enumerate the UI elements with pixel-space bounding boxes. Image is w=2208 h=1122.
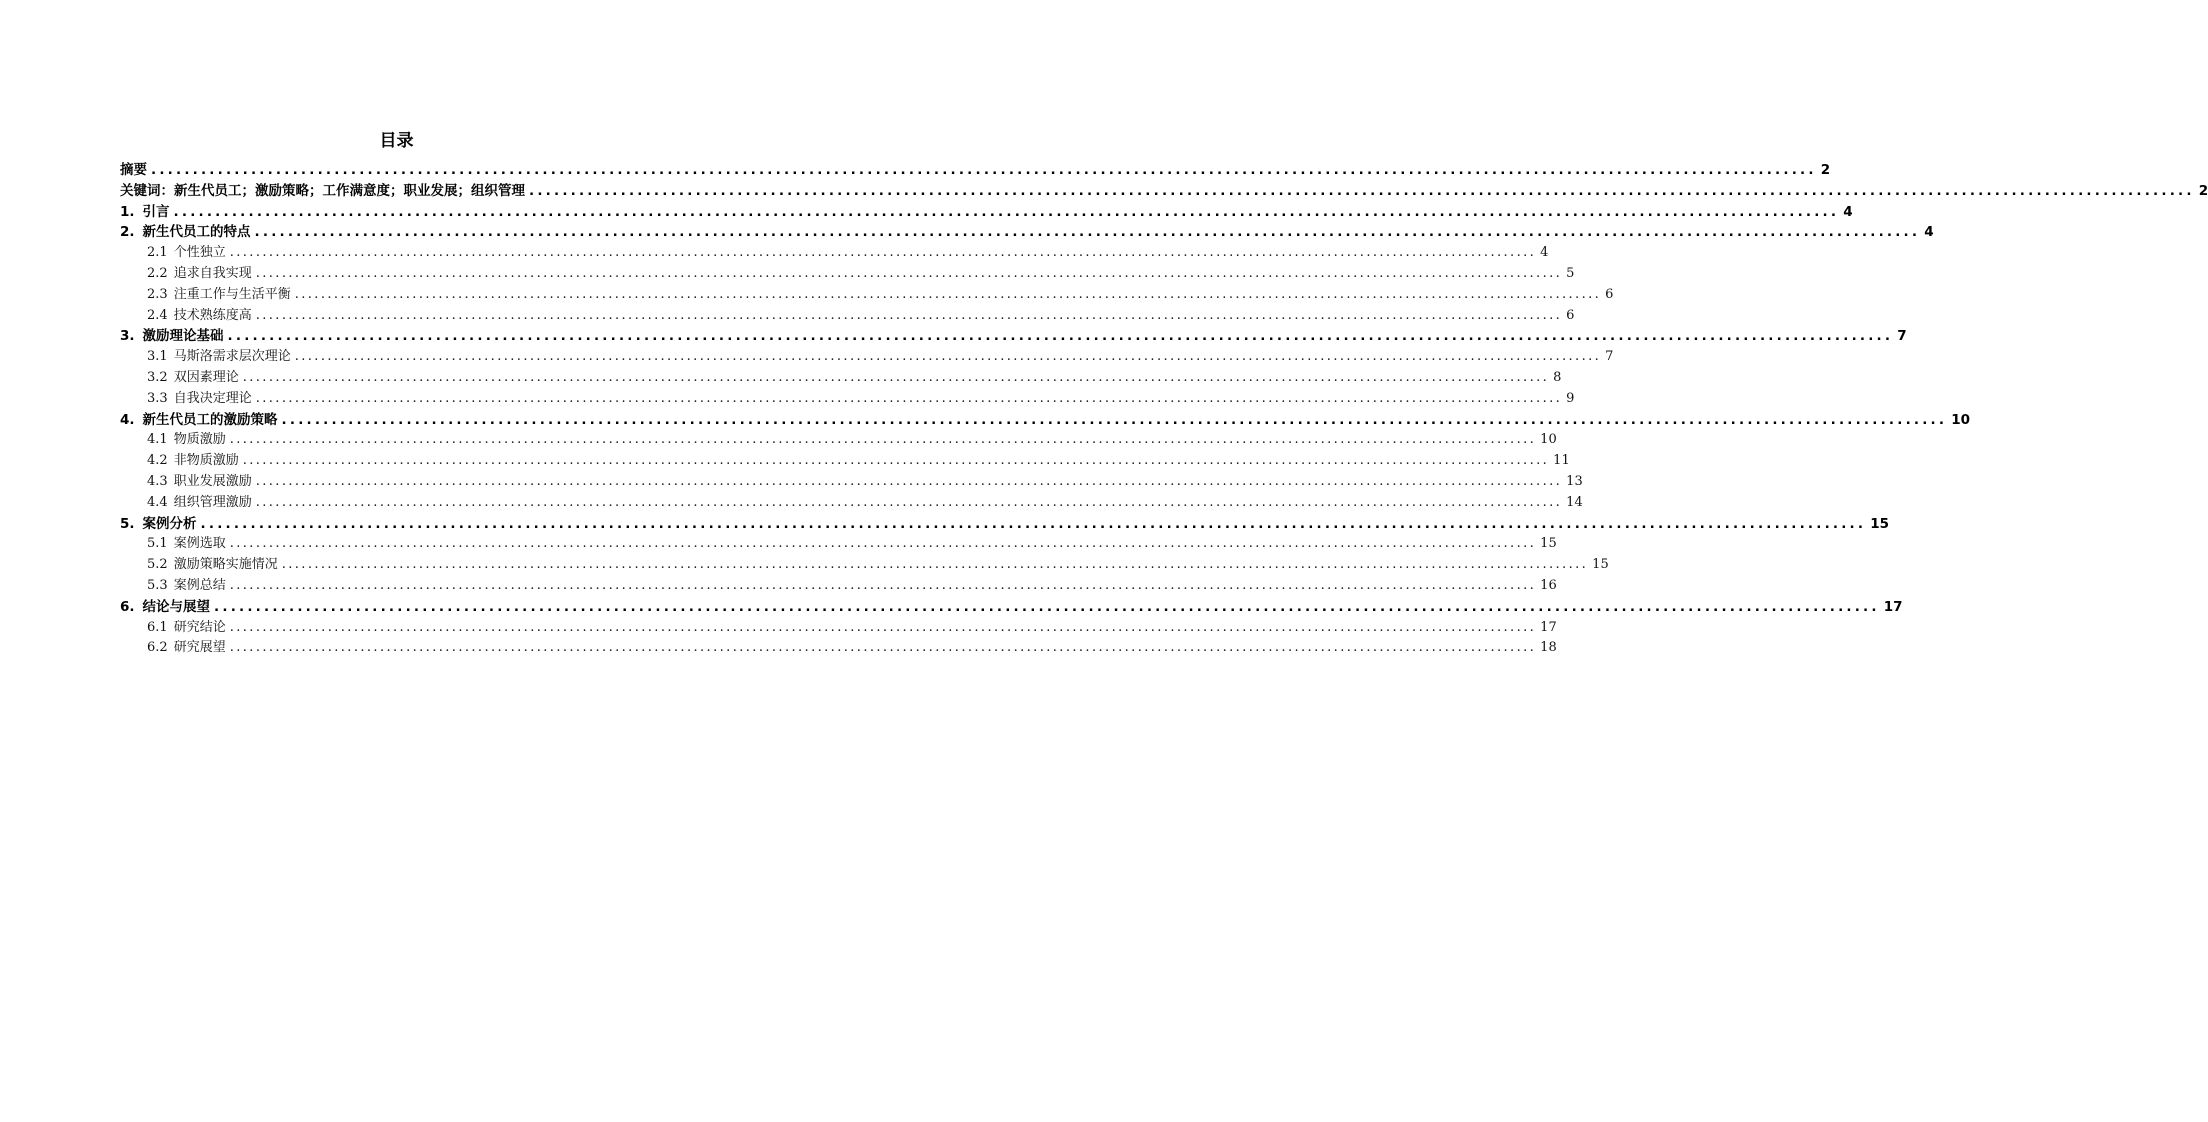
toc-dot-leader: ........................................................................................................................................................................................................ bbox=[151, 162, 1817, 178]
toc-dot-leader: ........................................................................................................................................................................................................ bbox=[255, 494, 1563, 510]
toc-entry-title: 关键词：新生代员工；激励策略；工作满意度；职业发展；组织管理 bbox=[120, 182, 525, 199]
toc-page-number: 4 bbox=[1843, 203, 1853, 220]
toc-dot-leader: ........................................................................................................................................................................................................ bbox=[255, 265, 1563, 281]
toc-entry-title: 双因素理论 bbox=[173, 369, 239, 385]
toc-dot-leader: ........................................................................................................................................................................................................ bbox=[255, 390, 1563, 406]
toc-entry-subsection[interactable] bbox=[120, 347, 1614, 368]
toc-dot-leader: ........................................................................................................................................................................................................ bbox=[294, 349, 1602, 365]
toc-page-number: 10 bbox=[1951, 411, 1971, 428]
toc-entry-number: 4. bbox=[120, 411, 135, 428]
toc-entry-section[interactable] bbox=[120, 410, 1971, 431]
toc-entry-title: 技术熟练度高 bbox=[173, 307, 252, 323]
toc-entry-subsection[interactable] bbox=[120, 264, 1575, 285]
toc-entry-subsection[interactable] bbox=[120, 618, 1557, 639]
toc-entry-subsection[interactable] bbox=[120, 534, 1557, 555]
toc-entry-number: 6.1 bbox=[147, 619, 168, 635]
toc-entry-title: 结论与展望 bbox=[142, 598, 211, 615]
toc-entry-number: 3.1 bbox=[147, 349, 168, 365]
toc-entry-number: 4.1 bbox=[147, 432, 168, 448]
toc-page-number: 15 bbox=[1592, 557, 1609, 573]
toc-dot-leader: ........................................................................................................................................................................................................ bbox=[255, 307, 1563, 323]
toc-entry-number: 5.2 bbox=[147, 557, 168, 573]
toc-page-number: 14 bbox=[1566, 494, 1583, 510]
toc-entry-number: 5.3 bbox=[147, 577, 168, 593]
toc-dot-leader: ........................................................................................................................................................................................................ bbox=[281, 411, 1948, 428]
toc-page-number: 2 bbox=[2198, 182, 2208, 199]
toc-entry-number: 2.3 bbox=[147, 286, 168, 302]
toc-entry-title: 引言 bbox=[142, 203, 170, 220]
toc-page-number: 17 bbox=[1540, 619, 1557, 635]
toc-entry-title: 研究结论 bbox=[173, 619, 226, 635]
toc-entry-title: 激励策略实施情况 bbox=[173, 557, 278, 573]
toc-entry-subsection[interactable] bbox=[120, 389, 1575, 410]
toc-entry-number: 2.4 bbox=[147, 307, 168, 323]
toc-entry-title: 激励理论基础 bbox=[142, 328, 224, 345]
toc-entry-title: 研究展望 bbox=[173, 640, 226, 656]
toc-entry-subsection[interactable] bbox=[120, 451, 1570, 472]
toc-dot-leader: ........................................................................................................................................................................................................ bbox=[242, 369, 1550, 385]
toc-page-number: 13 bbox=[1566, 473, 1583, 489]
toc-entry-title: 马斯洛需求层次理论 bbox=[173, 349, 291, 365]
toc-entry-title: 个性独立 bbox=[173, 245, 226, 261]
toc-dot-leader: ........................................................................................................................................................................................................ bbox=[214, 598, 1880, 615]
toc-page-number: 6 bbox=[1566, 307, 1575, 323]
toc-page-number: 4 bbox=[1924, 224, 1934, 241]
toc-entry-number: 5. bbox=[120, 515, 135, 532]
toc-entry-title: 组织管理激励 bbox=[173, 494, 252, 510]
toc-entry-subsection[interactable] bbox=[120, 430, 1557, 451]
toc-entry-number: 2.2 bbox=[147, 265, 168, 281]
toc-entry-number: 6. bbox=[120, 598, 135, 615]
toc-entry-number: 1. bbox=[120, 203, 135, 220]
toc-entry-title: 职业发展激励 bbox=[173, 473, 252, 489]
toc-entry-subsection[interactable] bbox=[120, 638, 1557, 659]
toc-page-number: 17 bbox=[1883, 598, 1903, 615]
toc-entry-number: 5.1 bbox=[147, 536, 168, 552]
toc-entry-title: 新生代员工的激励策略 bbox=[142, 411, 278, 428]
toc-entry-title: 追求自我实现 bbox=[173, 265, 252, 281]
toc-entry-number: 3. bbox=[120, 328, 135, 345]
toc-entry-section[interactable] bbox=[120, 597, 1903, 618]
toc-entry-subsection[interactable] bbox=[120, 576, 1557, 597]
toc-entry-title: 新生代员工的特点 bbox=[142, 224, 251, 241]
toc-page-number: 4 bbox=[1540, 245, 1549, 261]
toc-entry-title: 案例总结 bbox=[173, 577, 226, 593]
toc-dot-leader: ........................................................................................................................................................................................................ bbox=[294, 286, 1602, 302]
toc-entry-section[interactable] bbox=[120, 222, 1934, 243]
toc-entry-title: 非物质激励 bbox=[173, 453, 239, 469]
toc-entry-title: 自我决定理论 bbox=[173, 390, 252, 406]
toc-entry-title: 案例选取 bbox=[173, 536, 226, 552]
toc-dot-leader: ........................................................................................................................................................................................................ bbox=[229, 432, 1537, 448]
toc-page-number: 16 bbox=[1540, 577, 1557, 593]
toc-page-number: 15 bbox=[1870, 515, 1890, 532]
toc-entry-section[interactable] bbox=[120, 326, 1907, 347]
toc-entry-number: 2. bbox=[120, 224, 135, 241]
toc-dot-leader: ........................................................................................................................................................................................................ bbox=[229, 245, 1537, 261]
toc-dot-leader: ........................................................................................................................................................................................................ bbox=[229, 536, 1537, 552]
toc-entry-number: 4.3 bbox=[147, 473, 168, 489]
toc-page-number: 15 bbox=[1540, 536, 1557, 552]
toc-entry-subsection[interactable] bbox=[120, 285, 1614, 306]
toc-page-number: 11 bbox=[1553, 453, 1570, 469]
toc-entry-title: 案例分析 bbox=[142, 515, 197, 532]
toc-page-number: 2 bbox=[1820, 162, 1831, 178]
toc-entry-subsection[interactable] bbox=[120, 493, 1583, 514]
toc-dot-leader: ........................................................................................................................................................................................................ bbox=[173, 203, 1840, 220]
toc-entry-title: 注重工作与生活平衡 bbox=[173, 286, 291, 302]
toc-entry-section[interactable] bbox=[120, 160, 1831, 181]
toc-dot-leader: ........................................................................................................................................................................................................ bbox=[281, 557, 1589, 573]
toc-entry-number: 4.4 bbox=[147, 494, 168, 510]
toc-entry-title: 物质激励 bbox=[173, 432, 226, 448]
toc-entry-subsection[interactable] bbox=[120, 555, 1609, 576]
toc-dot-leader: ........................................................................................................................................................................................................ bbox=[529, 182, 2195, 199]
toc-dot-leader: ........................................................................................................................................................................................................ bbox=[229, 577, 1537, 593]
toc-dot-leader: ........................................................................................................................................................................................................ bbox=[200, 515, 1867, 532]
toc-dot-leader: ........................................................................................................................................................................................................ bbox=[229, 640, 1537, 656]
toc-page-number: 7 bbox=[1897, 328, 1907, 345]
toc-entry-number: 6.2 bbox=[147, 640, 168, 656]
toc-entry-subsection[interactable] bbox=[120, 472, 1583, 493]
toc-entry-section[interactable] bbox=[120, 181, 2208, 202]
toc-dot-leader: ........................................................................................................................................................................................................ bbox=[254, 224, 1921, 241]
toc-dot-leader: ........................................................................................................................................................................................................ bbox=[229, 619, 1537, 635]
toc-entry-subsection[interactable] bbox=[120, 243, 1549, 264]
toc-page-number: 7 bbox=[1605, 349, 1614, 365]
toc-entry-section[interactable] bbox=[120, 202, 1853, 223]
toc-page-number: 5 bbox=[1566, 265, 1575, 281]
toc-entry-number: 4.2 bbox=[147, 453, 168, 469]
toc-page-number: 8 bbox=[1553, 369, 1562, 385]
toc-dot-leader: ........................................................................................................................................................................................................ bbox=[255, 473, 1563, 489]
toc-entry-number: 3.2 bbox=[147, 369, 168, 385]
toc-entry-number: 2.1 bbox=[147, 245, 168, 261]
toc-entry-section[interactable] bbox=[120, 514, 1890, 535]
toc-page-number: 6 bbox=[1605, 286, 1614, 302]
toc-page-number: 18 bbox=[1540, 640, 1557, 656]
toc-entry-title: 摘要 bbox=[120, 162, 147, 178]
toc-dot-leader: ........................................................................................................................................................................................................ bbox=[227, 328, 1894, 345]
toc-page-number: 10 bbox=[1540, 432, 1557, 448]
toc-title: 目录 bbox=[379, 131, 414, 151]
toc-entry-subsection[interactable] bbox=[120, 368, 1562, 389]
toc-dot-leader: ........................................................................................................................................................................................................ bbox=[242, 453, 1550, 469]
toc-entry-number: 3.3 bbox=[147, 390, 168, 406]
toc-page-number: 9 bbox=[1566, 390, 1575, 406]
toc-entry-subsection[interactable] bbox=[120, 306, 1575, 327]
table-of-contents bbox=[120, 160, 2208, 659]
